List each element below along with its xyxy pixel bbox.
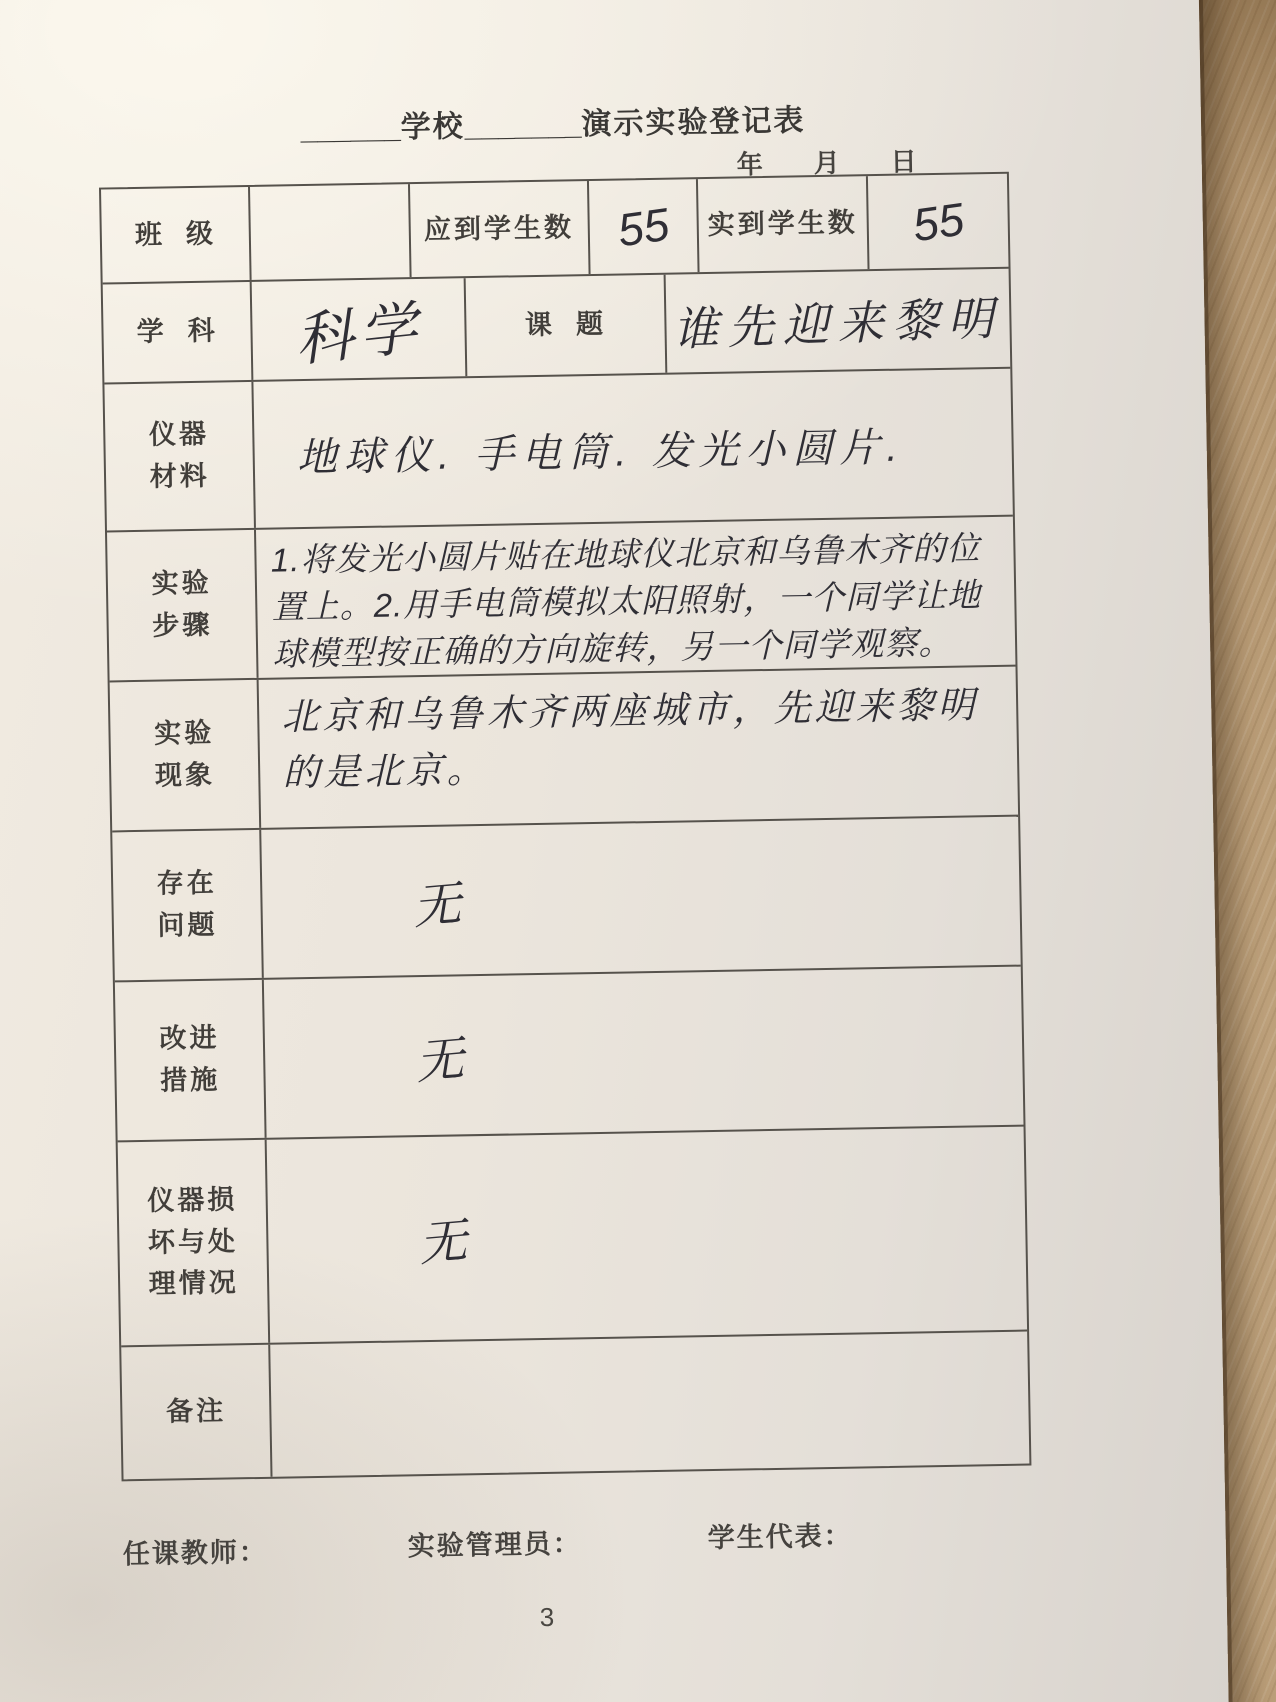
lab-manager-signature-label: 实验管理员： bbox=[407, 1528, 582, 1562]
title-main-label: 演示实验登记表 bbox=[581, 104, 806, 142]
improvements-label: 改进措施 bbox=[159, 1022, 221, 1096]
steps-label-cell bbox=[107, 530, 259, 681]
teacher-signature-label: 任课教师： bbox=[122, 1536, 269, 1570]
remarks-value-cell bbox=[271, 1332, 1030, 1477]
actual-students-label-cell bbox=[698, 176, 869, 272]
expected-students-label-cell bbox=[410, 181, 591, 277]
title-blank-right: _______ bbox=[464, 108, 582, 144]
row-problems bbox=[112, 817, 1020, 983]
topic-label-cell bbox=[466, 275, 667, 376]
student-rep-signature-label: 学生代表： bbox=[707, 1520, 853, 1554]
materials-value-cell bbox=[254, 369, 1013, 528]
problems-value-cell bbox=[261, 817, 1020, 978]
problems-label-cell bbox=[112, 830, 264, 981]
phenomenon-label: 实验现象 bbox=[153, 717, 216, 791]
title-school-label: 学校 bbox=[400, 110, 465, 145]
damage-label-cell bbox=[118, 1140, 271, 1346]
damage-value-cell bbox=[267, 1127, 1027, 1343]
topic-value: 谁先迎来黎明 bbox=[671, 291, 1004, 356]
materials-label: 仪器材料 bbox=[148, 418, 210, 492]
date-day-label: 日 bbox=[890, 146, 917, 177]
materials-label-cell bbox=[104, 382, 256, 531]
phenomenon-label-cell bbox=[110, 680, 262, 831]
actual-students-value-cell bbox=[868, 174, 1009, 269]
subject-value-cell bbox=[252, 278, 468, 380]
phenomenon-value: 北京和乌鲁木齐两座城市，先迎来黎明的是北京。 bbox=[281, 684, 979, 793]
date-month-label: 月 bbox=[813, 147, 840, 179]
improvements-value: 无 bbox=[413, 1032, 467, 1090]
remarks-label: 备注 bbox=[165, 1395, 227, 1427]
improvements-value-cell bbox=[264, 967, 1023, 1138]
title-blank-left: ______ bbox=[300, 111, 401, 147]
expected-students-value-cell bbox=[589, 179, 700, 274]
row-phenomenon bbox=[110, 667, 1018, 833]
problems-value: 无 bbox=[410, 877, 464, 935]
actual-students-label: 实到学生数 bbox=[707, 206, 858, 240]
expected-students-label: 应到学生数 bbox=[423, 211, 575, 245]
row-improvements bbox=[115, 967, 1024, 1143]
date-year-label: 年 bbox=[736, 148, 763, 180]
steps-label: 实验步骤 bbox=[151, 567, 213, 641]
topic-label: 课 题 bbox=[524, 308, 607, 341]
topic-value-cell bbox=[665, 269, 1010, 373]
subject-label: 学 科 bbox=[136, 315, 218, 348]
subject-value: 科学 bbox=[292, 295, 427, 374]
expected-students-value: 55 bbox=[614, 197, 673, 256]
remarks-label-cell bbox=[121, 1345, 273, 1480]
actual-students-value: 55 bbox=[909, 192, 967, 251]
row-class bbox=[101, 174, 1009, 285]
row-remarks bbox=[121, 1332, 1029, 1480]
registration-table bbox=[99, 172, 1031, 1482]
steps-value: 1.将发光小圆片贴在地球仪北京和乌鲁木齐的位置上。2.用手电筒模拟太阳照射，一个同学让地球模型按正确的方向旋转，另一个同学观察。 bbox=[270, 529, 982, 673]
class-label: 班 级 bbox=[134, 218, 217, 250]
damage-value: 无 bbox=[416, 1214, 470, 1272]
class-label-cell bbox=[101, 187, 252, 283]
subject-label-cell bbox=[103, 282, 254, 383]
materials-value: 地球仪. 手电筒. 发光小圆片. bbox=[296, 425, 905, 480]
damage-label: 仪器损坏与处理情况 bbox=[147, 1184, 239, 1300]
class-value-cell bbox=[250, 184, 411, 280]
phenomenon-value-cell bbox=[259, 667, 1018, 828]
row-steps bbox=[107, 517, 1015, 683]
improvements-label-cell bbox=[115, 980, 267, 1141]
row-materials bbox=[104, 369, 1012, 533]
row-subject bbox=[103, 269, 1011, 385]
row-equipment-damage bbox=[118, 1127, 1027, 1348]
steps-value-cell bbox=[256, 517, 1015, 678]
page-number: 3 bbox=[539, 1601, 555, 1633]
problems-label: 存在问题 bbox=[156, 867, 218, 941]
